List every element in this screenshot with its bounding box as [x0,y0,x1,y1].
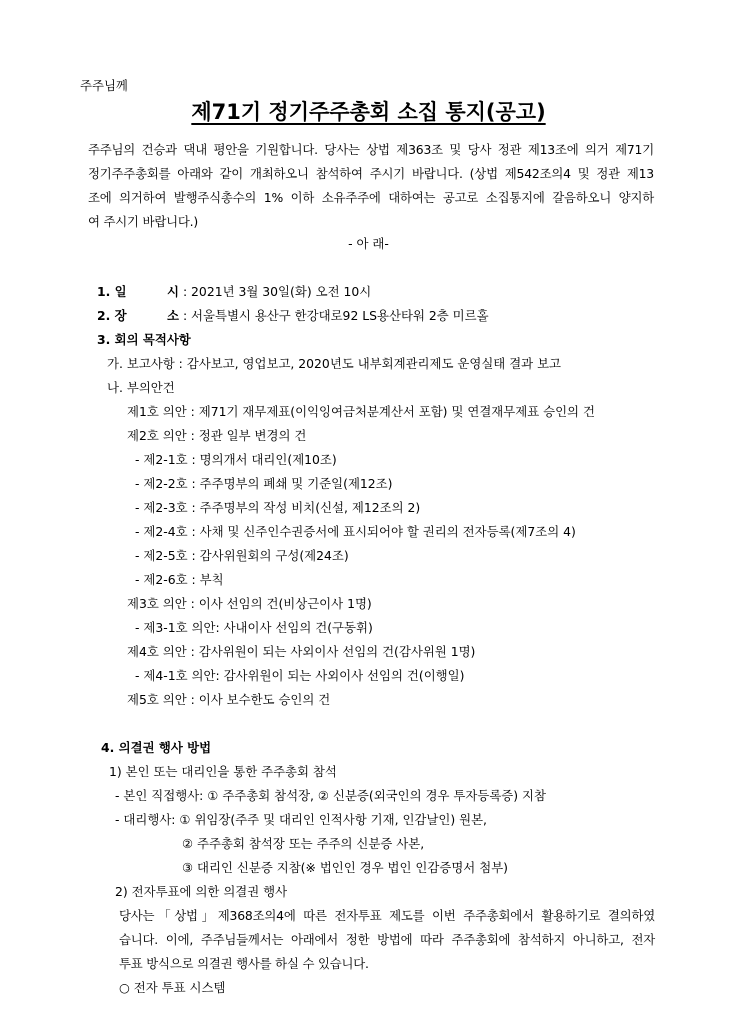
item-agenda-heading: 3. 회의 목적사항 [97,332,191,347]
agenda-subitem: - 제2-2호 : 주주명부의 폐쇄 및 기준일(제12조) [135,476,393,491]
item-venue-label: 2. 장 [97,308,127,323]
item-venue [97,308,489,324]
item-venue-value: : 서울특별시 용산구 한강대로92 LS용산타워 2층 미르홀 [182,308,489,323]
voting-method: 1) 본인 또는 대리인을 통한 주주총회 참석 [109,764,337,779]
intro-line: 조에 의거하여 발행주식총수의 1% 이하 소유주주에 대하여는 공고로 소집통지에 갈음하오니 양지하 [88,190,654,205]
item-datetime [97,284,371,300]
item-datetime-label: 1. 일 [97,284,127,299]
agenda-item: 제5호 의안 : 이사 보수한도 승인의 건 [127,692,331,707]
agenda-subitem: - 제2-6호 : 부칙 [135,572,224,587]
agenda-subitem: - 제3-1호 의안: 사내이사 선임의 건(구동휘) [135,620,373,635]
voting-heading: 4. 의결권 행사 방법 [101,740,212,755]
agenda-item: 제1호 의안 : 제71기 재무제표(이익잉여금처분계산서 포함) 및 연결재무제표 승인의 건 [127,404,595,419]
voting-detail: - 대리행사: ① 위임장(주주 및 대리인 인적사항 기재, 인감날인) 원본, [115,812,487,827]
intro-line: 정기주주총회를 아래와 같이 개최하오니 참석하여 주시기 바랍니다. (상법 제542조의4 및 정관 제13 [88,166,654,181]
voting-detail: - 본인 직접행사: ① 주주총회 참석장, ② 신분증(외국인의 경우 투자등록증) 지참 [115,788,546,803]
voting-detail: ② 주주총회 참석장 또는 주주의 신분증 사본, [182,836,425,851]
voting-detail: ③ 대리인 신분증 지참(※ 법인인 경우 법인 인감증명서 첨부) [182,860,508,875]
agenda-subitem: - 제2-3호 : 주주명부의 작성 비치(신설, 제12조의 2) [135,500,421,515]
item-venue-label2: 소 [167,308,179,323]
intro-line: 여 주시기 바랍니다.) [88,214,199,229]
item-datetime-label2: 시 [167,284,179,299]
voting-method: 2) 전자투표에 의한 의결권 행사 [115,884,288,899]
agenda-item: 제3호 의안 : 이사 선임의 건(비상근이사 1명) [127,596,372,611]
below-mark: - 아 래- [348,236,389,251]
agenda-heading: 나. 부의안건 [107,380,175,395]
item-datetime-value: : 2021년 3월 30일(화) 오전 10시 [182,284,372,299]
agenda-item: 제2호 의안 : 정관 일부 변경의 건 [127,428,307,443]
evote-text: 습니다. 이에, 주주님들께서는 아래에서 정한 방법에 따라 주주총회에 참석하지 아니하고, 전자 [119,932,655,947]
agenda-subitem: - 제4-1호 의안: 감사위원이 되는 사외이사 선임의 건(이행일) [135,668,465,683]
agenda-subitem: - 제2-5호 : 감사위원회의 구성(제24조) [135,548,349,563]
report-items: 가. 보고사항 : 감사보고, 영업보고, 2020년도 내부회계관리제도 운영실태 결과 보고 [107,356,562,371]
salutation: 주주님께 [80,78,128,93]
evote-text: 당사는「상법」제368조의4에 따른 전자투표 제도를 이번 주주총회에서 활용하기로 결의하였 [119,908,655,923]
evote-system-heading: ○ 전자 투표 시스템 [119,980,226,995]
evote-text: 투표 방식으로 의결권 행사를 하실 수 있습니다. [119,956,369,971]
agenda-subitem: - 제2-4호 : 사채 및 신주인수권증서에 표시되어야 할 권리의 전자등록(제7조의 4) [135,524,576,539]
agenda-subitem: - 제2-1호 : 명의개서 대리인(제10조) [135,452,337,467]
page-title: 제71기 정기주주총회 소집 통지(공고) [191,100,546,124]
agenda-item: 제4호 의안 : 감사위원이 되는 사외이사 선임의 건(감사위원 1명) [127,644,476,659]
intro-line: 주주님의 건승과 댁내 평안을 기원합니다. 당사는 상법 제363조 및 당사 정관 제13조에 의거 제71기 [88,142,654,157]
